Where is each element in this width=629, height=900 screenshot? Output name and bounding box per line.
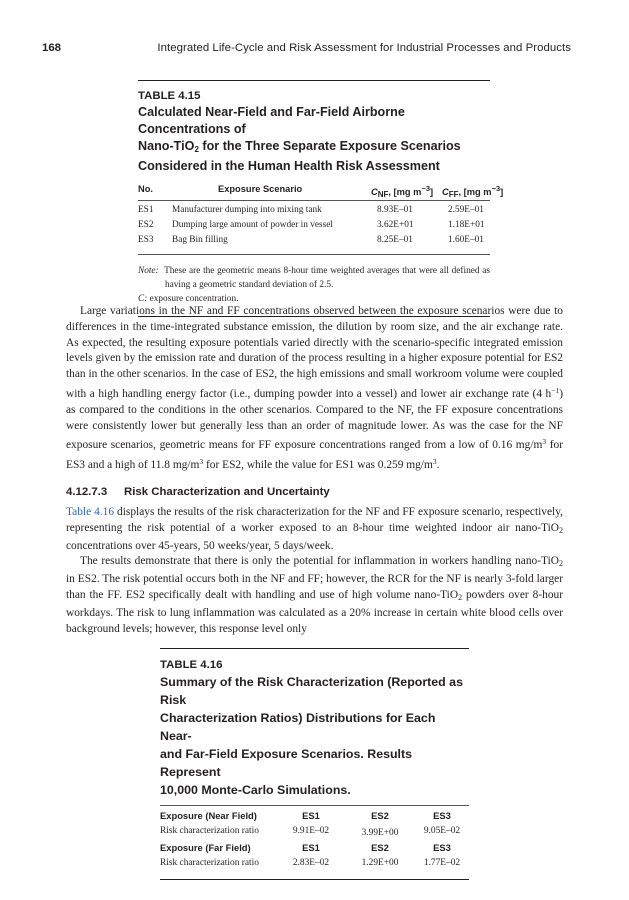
table-title-line: Considered in the Human Health Risk Assessment (138, 159, 440, 173)
cell-exposure: Exposure (Near Field) (160, 810, 257, 821)
note-text: These are the geometric means 8-hour time weighted averages that were all defined as having a geometric standard deviation of 2.5. (164, 266, 490, 290)
table-4-15 (138, 80, 504, 317)
table-top-rule (160, 648, 469, 649)
cell-es1: ES1 (302, 842, 320, 853)
col-header-cnf: $C_{NF}$, [mg $m^{-3}$] (371, 184, 434, 199)
cell-metric: Risk characterization ratio (160, 826, 259, 836)
running-title: Integrated Life-Cycle and Risk Assessment for Industrial Processes and Products (157, 42, 571, 54)
section-heading (66, 486, 330, 498)
table-title-line: Calculated Near-Field and Far-Field Airborne Concentrations of (138, 105, 405, 136)
c-label: C: (138, 294, 148, 304)
table-label: TABLE 4.16 (160, 659, 223, 671)
cell-es1: ES1 (302, 810, 320, 821)
cell-cff: 1.60E–01 (448, 235, 484, 245)
table-header-row (138, 184, 504, 200)
table-title-line: 10,000 Monte-Carlo Simulations. (160, 783, 351, 797)
cell-exposure: Exposure (Far Field) (160, 842, 251, 853)
cell-no: ES1 (138, 205, 154, 215)
table-row (160, 809, 469, 825)
cell-cnf: 3.62E+01 (377, 220, 414, 230)
col-header-scenario: Exposure Scenario (218, 184, 303, 194)
cell-cnf: 8.25E–01 (377, 235, 413, 245)
col-header-no: No. (138, 184, 153, 194)
table-row (138, 235, 490, 250)
table-row (160, 825, 469, 841)
table-row (160, 857, 469, 873)
table-title-line: Nano-TiO$_2$ for the Three Separate Exposure Scenarios (138, 139, 461, 154)
section-number: 4.12.7.3 (66, 486, 108, 498)
cell-cnf: 8.93E–01 (377, 205, 413, 215)
table-row (138, 205, 490, 220)
body-paragraph-1: Large variations in the NF and FF concentrations observed between the exposure scenarios were due to differences in the time-integrated substance emission, the dilution by room size, and the air exchange rate. As expected, the resulting exposure potentials varied directly with the scenario-specific integrated emission levels given by the emission rate and duration of the process resulting in a higher exposure potential for ES2 than in the other scenarios. In the case of ES2, the high emissions and small workroom volume were coupled with a high handling energy factor (i.e., dumping powder into a vessel) and lower air exchange rate (4 $h^{-1}$) as compared to the conditions in the other scenarios. Compared to the NF, the FF exposure concentrations were consistently lower but generally less than an order of magnitude lower. As was the case for the NF exposure scenarios, geometric means for FF exposure concentrations ranged from a low of 0.16 $mg/m^3$ for ES3 and a high of 11.8 $mg/m^3$ for ES2, while the value for ES1 was 0.259 $mg/m^3$. (66, 305, 563, 472)
table-title (138, 104, 490, 175)
section-title: Risk Characterization and Uncertainty (124, 486, 330, 498)
table-title-line: Characterization Ratios) Distributions for Each Near- (160, 711, 436, 743)
cell-scenario: Bag Bin filling (172, 235, 228, 245)
cell-es3: 1.77E–02 (423, 858, 461, 868)
table-title (160, 673, 469, 799)
body-paragraph-3: The results demonstrate that there is only the potential for inflammation in workers handling nano-TiO$_2$ in ES2. The risk potential occurs both in the NF and FF; however, the RCR for the NF is nearly 3-fold larger than the FF. ES2 specifically dealt with handling and use of high volume nano-TiO$_2$ powders over 8-hour workdays. The risk to lung inflammation was calculated as a 20% increase in certain white blood cells over background levels; however, this response level only (66, 555, 563, 635)
table-title-line: and Far-Field Exposure Scenarios. Results Represent (160, 747, 413, 779)
table-top-rule (138, 80, 490, 81)
table-title-line: Summary of the Risk Characterization (Reported as Risk (160, 675, 463, 707)
cell-cff: 1.18E+01 (448, 220, 485, 230)
cell-es3: 9.05E–02 (423, 826, 461, 836)
cell-es2: ES2 (371, 810, 389, 821)
table-4-16 (160, 648, 469, 880)
table-label: TABLE 4.15 (138, 90, 201, 102)
cell-es3: ES3 (433, 842, 451, 853)
cell-es3: ES3 (433, 810, 451, 821)
cell-metric: Risk characterization ratio (160, 858, 259, 868)
table-body-rule (138, 254, 490, 255)
col-header-cff: $C_{FF}$, [mg $m^{-3}$] (442, 184, 504, 199)
table-4-16-link[interactable]: Table 4.16 (66, 506, 115, 518)
cell-cff: 2.59E–01 (448, 205, 484, 215)
table-note (138, 264, 490, 306)
c-text: exposure concentration. (149, 294, 239, 304)
cell-scenario: Manufacturer dumping into mixing tank (172, 205, 322, 215)
table-row (138, 220, 490, 235)
cell-no: ES3 (138, 235, 154, 245)
table-row (160, 841, 469, 857)
table-bottom-rule (160, 879, 469, 880)
running-header (42, 42, 571, 58)
cell-es2: 3.99E+00 (361, 828, 399, 838)
cell-no: ES2 (138, 220, 154, 230)
cell-scenario: Dumping large amount of powder in vessel (172, 220, 333, 230)
cell-es2: 1.29E+00 (361, 858, 399, 868)
cell-es2: ES2 (371, 842, 389, 853)
cell-es1: 9.91E–02 (292, 826, 330, 836)
body-paragraph-2: Table 4.16 displays the results of the risk characterization for the NF and FF exposure scenario, respectively, representing the risk potential of a worker exposed to an 8-hour time weighted indoor air nano-TiO$_2$ concentrations over 45-years, 50 weeks/year, 5 days/week. The results demonstrate that there is only the potential for inflammation in workers handling nano-TiO$_2$ in ES2. The risk potential occurs both in the NF and FF; however, the RCR for the NF is nearly 3-fold larger than the FF. ES2 specifically dealt with handling and use of high volume nano-TiO$_2$ powders over 8-hour workdays. The risk to lung inflammation was calculated as a 20% increase in certain white blood cells over background levels; however, this response level only (66, 505, 563, 637)
cell-es1: 2.83E–02 (292, 858, 330, 868)
note-label: Note: (138, 266, 159, 276)
page-number: 168 (42, 42, 62, 54)
